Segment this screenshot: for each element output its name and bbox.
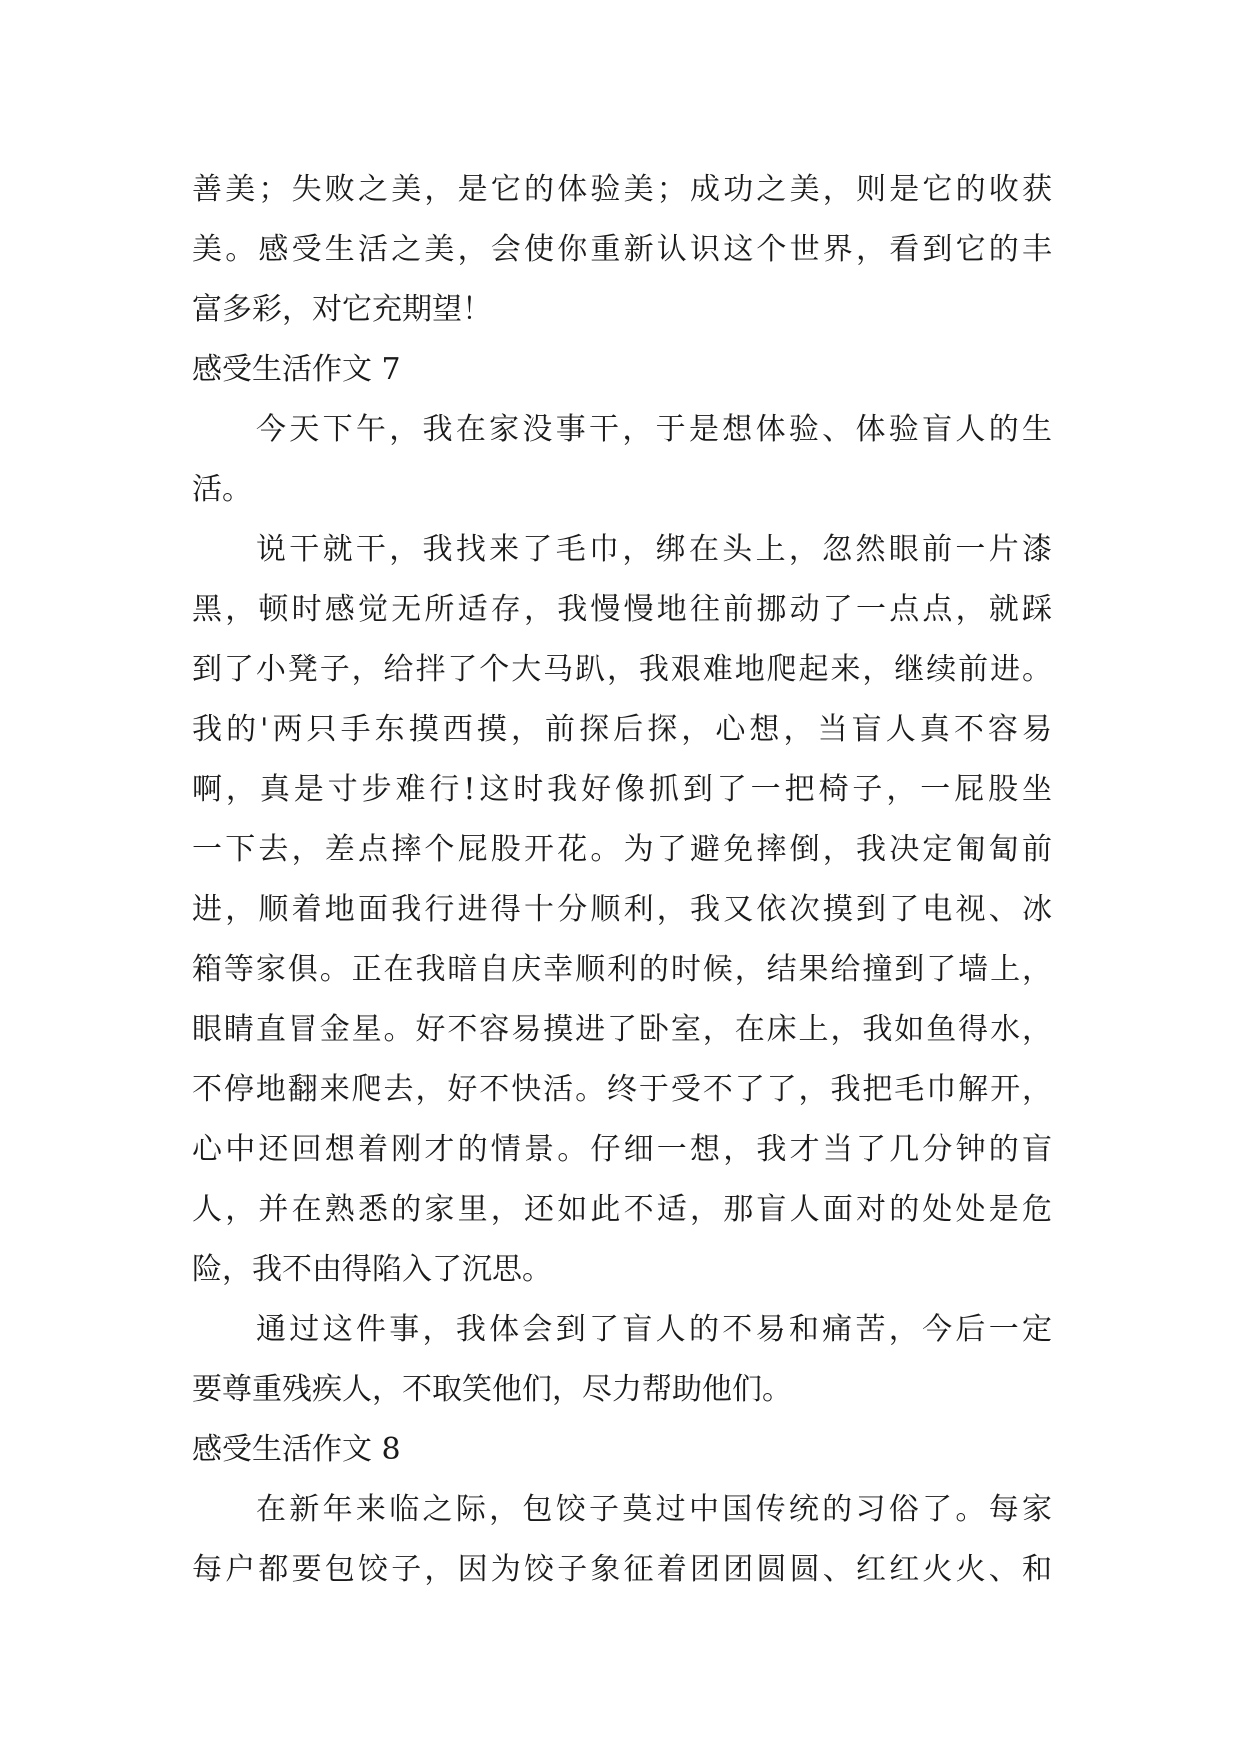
paragraph <box>192 1300 1052 1420</box>
text-line: 一下去，差点摔个屁股开花。为了避免摔倒，我决定匍匐前 <box>192 832 1052 867</box>
paragraph <box>192 520 1052 1300</box>
text-line: 通过这件事，我体会到了盲人的不易和痛苦，今后一定 <box>256 1312 1052 1347</box>
text-line: 进，顺着地面我行进得十分顺利，我又依次摸到了电视、冰 <box>192 892 1052 927</box>
section-heading: 感受生活作文 7 <box>192 352 401 387</box>
text-line: 黑，顿时感觉无所适存，我慢慢地往前挪动了一点点，就踩 <box>192 592 1052 627</box>
text-line: 要尊重残疾人，不取笑他们，尽力帮助他们。 <box>192 1372 792 1407</box>
text-line: 到了小凳子，给拌了个大马趴，我艰难地爬起来，继续前进。 <box>192 652 1052 687</box>
text-line: 我的'两只手东摸西摸，前探后探，心想，当盲人真不容易 <box>192 712 1052 747</box>
text-line: 说干就干，我找来了毛巾，绑在头上，忽然眼前一片漆 <box>256 532 1052 567</box>
text-line: 啊，真是寸步难行!这时我好像抓到了一把椅子，一屁股坐 <box>192 772 1052 807</box>
text-line: 美。感受生活之美，会使你重新认识这个世界，看到它的丰 <box>192 232 1052 267</box>
text-line: 每户都要包饺子，因为饺子象征着团团圆圆、红红火火、和 <box>192 1552 1052 1587</box>
text-line: 险，我不由得陷入了沉思。 <box>192 1252 552 1287</box>
text-line: 眼睛直冒金星。好不容易摸进了卧室，在床上，我如鱼得水， <box>192 1012 1052 1047</box>
text-line: 活。 <box>192 472 252 507</box>
text-line: 富多彩，对它充期望！ <box>192 292 492 327</box>
text-line: 不停地翻来爬去，好不快活。终于受不了了，我把毛巾解开， <box>192 1072 1052 1107</box>
paragraph <box>192 160 1052 340</box>
text-line: 箱等家俱。正在我暗自庆幸顺利的时候，结果给撞到了墙上， <box>192 952 1052 987</box>
text-line: 善美；失败之美，是它的体验美；成功之美，则是它的收获 <box>192 172 1052 207</box>
paragraph <box>192 1480 1052 1600</box>
text-line: 在新年来临之际，包饺子莫过中国传统的习俗了。每家 <box>256 1492 1052 1527</box>
section-heading: 感受生活作文 8 <box>192 1432 401 1467</box>
paragraph <box>192 400 1052 520</box>
text-line: 心中还回想着刚才的情景。仔细一想，我才当了几分钟的盲 <box>192 1132 1052 1167</box>
text-line: 今天下午，我在家没事干，于是想体验、体验盲人的生 <box>256 412 1052 447</box>
text-line: 人，并在熟悉的家里，还如此不适，那盲人面对的处处是危 <box>192 1192 1052 1227</box>
document-page <box>192 160 1052 1600</box>
